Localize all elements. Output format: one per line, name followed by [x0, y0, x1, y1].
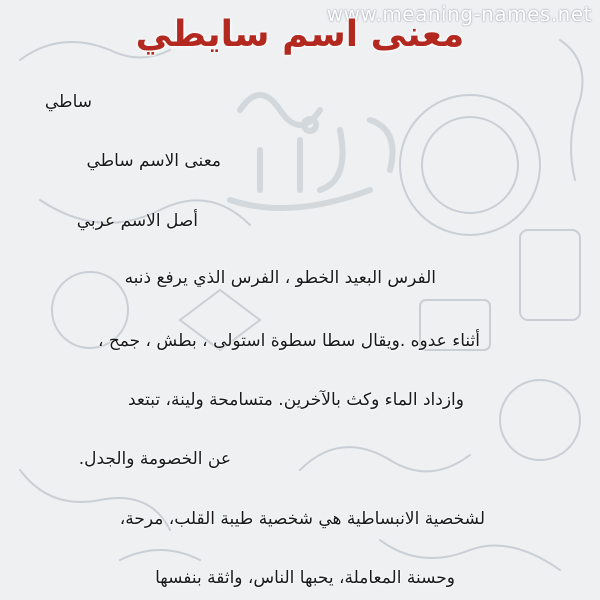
meaning-heading-line: معنى الاسم ساطي	[86, 151, 221, 171]
meaning-line-3: وازداد الماء وكث بالآخرين. متسامحة ولينة، تبتعد	[127, 390, 464, 410]
name-line: ساطي	[44, 92, 92, 112]
arabic-calligraphy-watermark	[230, 95, 393, 208]
page-title: معنى اسم سايطي	[135, 14, 465, 55]
meaning-line-5: لشخصية الانبساطية هي شخصية طيبة القلب، مرحة،	[119, 509, 485, 529]
meaning-line-2: أثناء عدوه .ويقال سطا سطوة استولى ، بطش ، جمح ،	[97, 331, 480, 351]
meaning-line-4: عن الخصومة والجدل.	[78, 449, 231, 469]
meaning-line-1: الفرس البعيد الخطو ، الفرس الذي يرفع ذنبه	[124, 268, 436, 288]
meaning-line-6: وحسنة المعاملة، يحبها الناس، واثقة بنفسها	[155, 568, 455, 588]
origin-line: أصل الاسم عربي	[76, 211, 198, 231]
site-watermark: www.meaning-names.net	[326, 2, 592, 26]
